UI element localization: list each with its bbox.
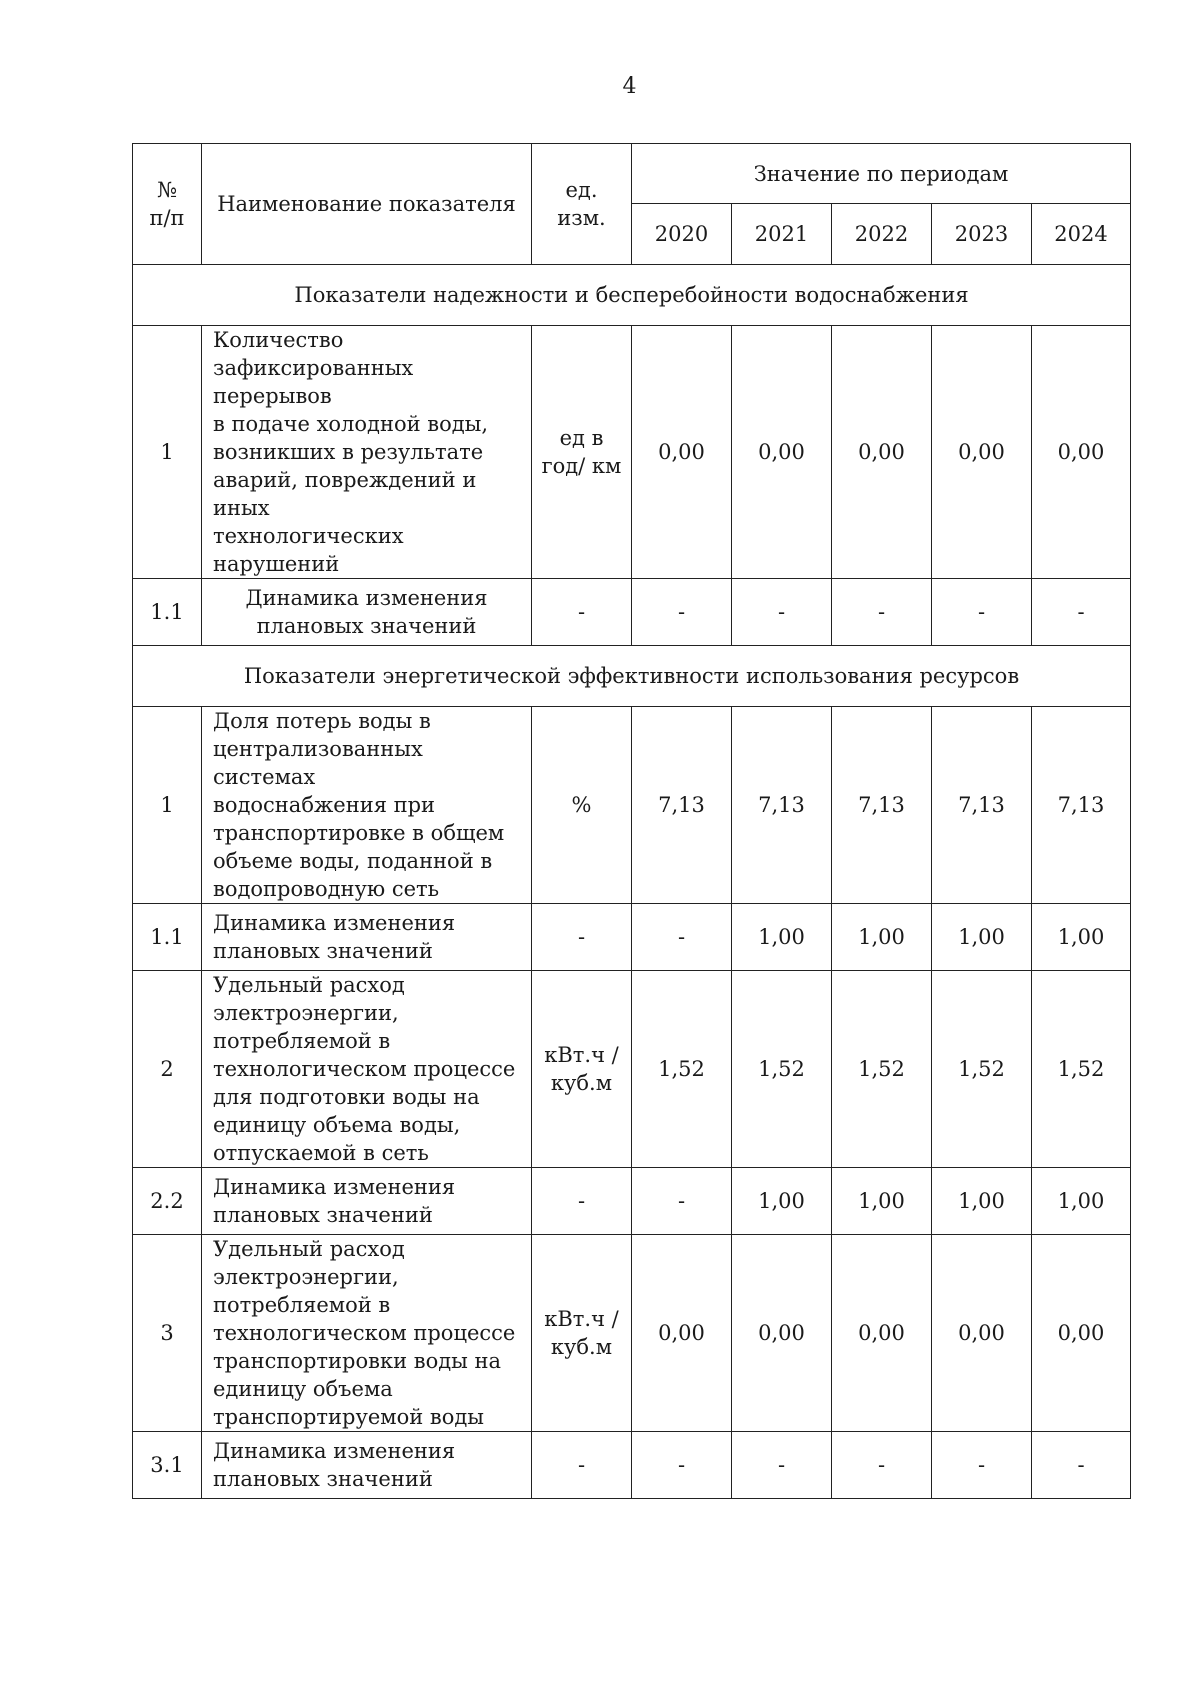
indicator-name-line: электроэнергии, (213, 1265, 399, 1289)
indicator-name-line: объеме воды, поданной в (213, 849, 493, 873)
value-cell: - (932, 579, 1032, 646)
row-number: 1 (133, 707, 202, 904)
indicator-name-line: плановых значений (256, 614, 477, 638)
indicator-name-line: отпускаемой в сеть (213, 1141, 429, 1165)
table-row (133, 1432, 1131, 1499)
unit-cell (532, 1235, 632, 1432)
header-unit-line: изм. (557, 206, 606, 230)
header-year: 2021 (732, 204, 832, 265)
value-cell: - (1032, 579, 1131, 646)
section-title: Показатели надежности и бесперебойности водоснабжения (133, 265, 1131, 326)
value-cell: 0,00 (832, 326, 932, 579)
row-number: 2.2 (133, 1168, 202, 1235)
value-cell: 0,00 (832, 1235, 932, 1432)
table-row (133, 326, 1131, 579)
unit-cell (532, 326, 632, 579)
value-cell: 1,00 (1032, 1168, 1131, 1235)
value-cell: 7,13 (732, 707, 832, 904)
indicator-name-line: транспортировки воды на (213, 1349, 502, 1373)
value-cell: - (932, 1432, 1032, 1499)
value-cell: 1,52 (732, 971, 832, 1168)
value-cell: 1,52 (932, 971, 1032, 1168)
indicator-name (202, 707, 532, 904)
indicator-name-line: Динамика изменения (213, 1175, 456, 1199)
indicator-name-line: водопроводную сеть (213, 877, 440, 901)
unit-line: кВт.ч / (544, 1043, 619, 1067)
header-num (133, 144, 202, 265)
unit-line: % (571, 793, 592, 817)
indicator-name-line: транспортируемой воды (213, 1405, 485, 1429)
table-row (133, 971, 1131, 1168)
unit-line: - (577, 1453, 586, 1477)
row-number: 3.1 (133, 1432, 202, 1499)
unit-cell (532, 1432, 632, 1499)
unit-cell (532, 579, 632, 646)
header-num-line: № (157, 178, 177, 202)
value-cell: 0,00 (732, 1235, 832, 1432)
indicator-name-line: Динамика изменения (213, 911, 456, 935)
value-cell: 1,00 (832, 1168, 932, 1235)
header-name: Наименование показателя (202, 144, 532, 265)
indicator-name-line: единицу объема воды, (213, 1113, 461, 1137)
header-year: 2024 (1032, 204, 1131, 265)
value-cell: 1,52 (832, 971, 932, 1168)
indicator-name-line: для подготовки воды на (213, 1085, 480, 1109)
indicator-name-line: Доля потерь воды в (213, 709, 431, 733)
unit-line: ед в (559, 426, 604, 450)
indicator-name (202, 326, 532, 579)
section-title: Показатели энергетической эффективности использования ресурсов (133, 646, 1131, 707)
indicator-name (202, 1168, 532, 1235)
value-cell: 1,00 (1032, 904, 1131, 971)
unit-line: куб.м (550, 1335, 613, 1359)
value-cell: 7,13 (1032, 707, 1131, 904)
indicator-name-line: технологическом процессе (213, 1321, 516, 1345)
value-cell: 0,00 (932, 1235, 1032, 1432)
indicator-name-line: плановых значений (213, 1203, 433, 1227)
row-number: 3 (133, 1235, 202, 1432)
section-row (133, 265, 1131, 326)
indicator-name-line: технологическом процессе (213, 1057, 516, 1081)
value-cell: 0,00 (632, 326, 732, 579)
indicator-name-line: электроэнергии, (213, 1001, 399, 1025)
value-cell: - (632, 904, 732, 971)
value-cell: - (832, 579, 932, 646)
table-row (133, 579, 1131, 646)
indicator-name-line: транспортировке в общем (213, 821, 505, 845)
table-row (133, 1235, 1131, 1432)
value-cell: 1,00 (932, 1168, 1032, 1235)
value-cell: 0,00 (1032, 1235, 1131, 1432)
table-body (133, 265, 1131, 1499)
indicator-name-line: Удельный расход (213, 973, 405, 997)
indicator-name-line: зафиксированных перерывов (213, 356, 414, 408)
indicator-name-line: потребляемой в (213, 1029, 391, 1053)
indicator-name-line: централизованных системах (213, 737, 423, 789)
header-year: 2020 (632, 204, 732, 265)
table-row (133, 904, 1131, 971)
row-number: 2 (133, 971, 202, 1168)
table-row (133, 1168, 1131, 1235)
unit-line: куб.м (550, 1071, 613, 1095)
table-row (133, 707, 1131, 904)
value-cell: - (832, 1432, 932, 1499)
header-year: 2023 (932, 204, 1032, 265)
value-cell: 1,00 (932, 904, 1032, 971)
indicator-name (202, 904, 532, 971)
indicator-name-line: Динамика изменения (245, 586, 488, 610)
header-num-line: п/п (149, 206, 185, 230)
value-cell: - (632, 579, 732, 646)
unit-cell (532, 904, 632, 971)
header-unit (532, 144, 632, 265)
value-cell: 0,00 (1032, 326, 1131, 579)
header-unit-line: ед. (565, 178, 598, 202)
unit-line: - (577, 1189, 586, 1213)
header-year: 2022 (832, 204, 932, 265)
indicator-name-line: возникших в результате (213, 440, 484, 464)
value-cell: - (732, 1432, 832, 1499)
unit-line: - (577, 925, 586, 949)
header-row-top (133, 144, 1131, 204)
indicator-name-line: Количество (213, 328, 344, 352)
value-cell: 7,13 (932, 707, 1032, 904)
unit-cell (532, 1168, 632, 1235)
section-row (133, 646, 1131, 707)
value-cell: 7,13 (832, 707, 932, 904)
value-cell: - (632, 1168, 732, 1235)
indicator-name (202, 971, 532, 1168)
value-cell: 1,00 (732, 904, 832, 971)
indicator-name-line: Удельный расход (213, 1237, 405, 1261)
indicator-name-line: аварий, повреждений и иных (213, 468, 477, 520)
indicator-name-line: Динамика изменения (213, 1439, 456, 1463)
indicator-name-line: водоснабжения при (213, 793, 436, 817)
value-cell: 0,00 (732, 326, 832, 579)
indicator-name-line: единицу объема (213, 1377, 393, 1401)
page-number: 4 (622, 74, 637, 99)
value-cell: 1,00 (732, 1168, 832, 1235)
unit-line: кВт.ч / (544, 1307, 619, 1331)
row-number: 1 (133, 326, 202, 579)
row-number: 1.1 (133, 904, 202, 971)
indicator-name-line: плановых значений (213, 1467, 433, 1491)
value-cell: 0,00 (932, 326, 1032, 579)
unit-cell (532, 971, 632, 1168)
indicators-table (132, 143, 1131, 1499)
unit-line: - (577, 600, 586, 624)
header-periods: Значение по периодам (632, 144, 1131, 204)
value-cell: 7,13 (632, 707, 732, 904)
indicator-name (202, 579, 532, 646)
value-cell: 0,00 (632, 1235, 732, 1432)
value-cell: 1,52 (632, 971, 732, 1168)
indicator-name (202, 1432, 532, 1499)
unit-cell (532, 707, 632, 904)
indicator-name-line: технологических нарушений (213, 524, 404, 576)
value-cell: - (732, 579, 832, 646)
indicator-name-line: потребляемой в (213, 1293, 391, 1317)
indicator-name-line: в подаче холодной воды, (213, 412, 489, 436)
indicator-name-line: плановых значений (213, 939, 433, 963)
unit-line: год/ км (541, 454, 622, 478)
value-cell: - (1032, 1432, 1131, 1499)
value-cell: 1,00 (832, 904, 932, 971)
indicator-name (202, 1235, 532, 1432)
row-number: 1.1 (133, 579, 202, 646)
value-cell: 1,52 (1032, 971, 1131, 1168)
value-cell: - (632, 1432, 732, 1499)
